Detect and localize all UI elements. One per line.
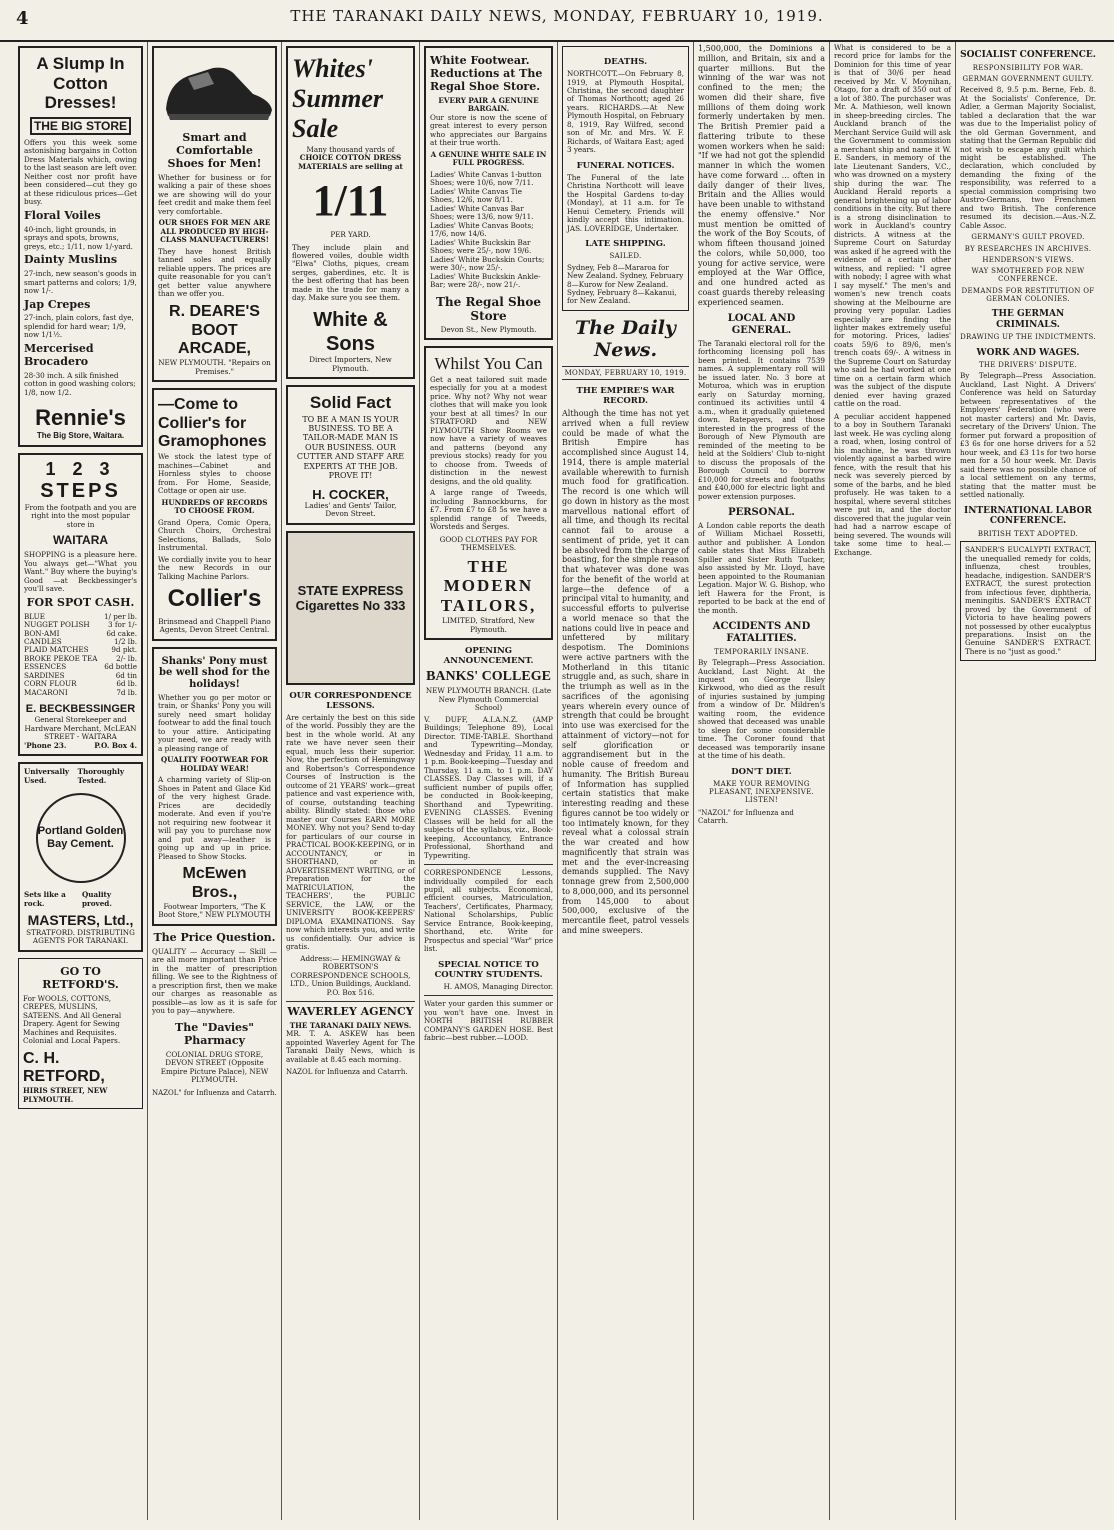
- good-clothes: GOOD CLOTHES PAY FOR THEMSELVES.: [439, 534, 538, 553]
- colliers-sub: Brinsmead and Chappell Piano Agents, Devon Street Central.: [158, 616, 271, 635]
- tdn-title: THE TARANAKI DAILY NEWS.: [289, 1020, 412, 1030]
- regal-name: The Regal Shoe Store: [435, 294, 541, 323]
- opening-announcement: OPENING ANNOUNCEMENT.: [443, 646, 534, 667]
- local-general-heading: LOCAL AND GENERAL.: [727, 313, 796, 337]
- universally-used: Universally Used.: [24, 767, 70, 785]
- banks-college: BANKS' COLLEGE: [426, 669, 551, 685]
- price-row: MACARONI 7d lb.: [24, 687, 137, 697]
- funeral-body: The Funeral of the late Christina Northcott will leave the Hospital Gardens to-day (Monday), at 11 a.m. for Te Henui Cemetery. Friends will kindly accept this intimation. JAS. LOVERIDGE, Undertaker.: [567, 172, 684, 233]
- nazol-footer: NAZOL for Influenza and Catarrh.: [286, 1068, 408, 1077]
- regal-item: Ladies' White Buckskin Bar Shoes; were 25/-, now 19/6.: [430, 237, 532, 256]
- personal-heading: PERSONAL.: [728, 507, 795, 519]
- regal-item: Ladies' White Buckskin Ankle-Bar; were 28/-, now 21/-.: [430, 271, 541, 290]
- special-notice: SPECIAL NOTICE TO COUNTRY STUDENTS.: [434, 959, 543, 980]
- modern-sub: LIMITED, Stratford, New Plymouth.: [442, 616, 535, 634]
- drivers-body: By Telegraph—Press Association. Auckland, Last Night. A Drivers' Conference was held on Saturday between representatives of the Employers' Federation (who were not master carters) and Mr. Davis, secretary of the Drivers' Union. The former put forward a proposition of £3 6s for one horse drivers for a 52 hour week, and £3 11s for two horse men for a 50 hour week. Mr. Davis said there was no possible chance of a local settlement on any terms, stating that the matter must be settled nationally.: [960, 371, 1096, 500]
- banks-sub: NEW PLYMOUTH BRANCH. (Late New Plymouth Commercial School): [425, 686, 552, 713]
- sets-like-rock: Sets like a rock.: [24, 890, 66, 908]
- price-row: CORN FLOUR 6d lb.: [24, 679, 137, 689]
- davies-pharmacy: The "Davies" Pharmacy: [175, 1020, 254, 1047]
- deare-sub: NEW PLYMOUTH. "Repairs on Premises.": [158, 358, 271, 376]
- masters-cement-ad: [18, 762, 143, 951]
- state-express-ad: [286, 531, 415, 685]
- big-store-logo: THE BIG STORE: [30, 117, 131, 135]
- proved-heading: GERMANY'S GUILT PROVED.: [971, 233, 1085, 242]
- retford-title: GO TO RETFORD'S.: [42, 964, 119, 991]
- price-list: [24, 613, 137, 698]
- rennie-sub: The Big Store, Waitara.: [36, 431, 125, 441]
- retford-ad: [18, 958, 143, 1110]
- spot-cash: FOR SPOT CASH.: [26, 595, 135, 609]
- big-store-intro: Offers you this week some astonishing bargains in Cotton Dress Materials which, owing to the last season are left over. Neither cost nor profit have been considered—cut they go at these ridiculous prices—Get busy.: [24, 137, 137, 207]
- drivers-heading: THE DRIVERS' DISPUTE.: [978, 361, 1078, 370]
- whites-body: Many thousand yards of: [306, 144, 395, 154]
- make-removing: MAKE YOUR REMOVING PLEASANT, INEXPENSIVE. LISTEN!: [708, 779, 815, 805]
- regal-item: Ladies' White Canvas Tie Shoes, 12/6, now 8/11.: [430, 186, 522, 205]
- masthead-bar: [0, 0, 1114, 42]
- sailed-body: Sydney, Feb 8—Mararoa for New Zealand. Sydney, February 8—Kurow for New Zealand. Sydney, February 8—Kakanui, for New Zealand.: [567, 262, 684, 306]
- smothered-heading: WAY SMOTHERED FOR NEW CONFERENCE.: [971, 267, 1085, 284]
- editorial-title: THE EMPIRE'S WAR RECORD.: [576, 386, 675, 407]
- mcewen-ad: [152, 647, 277, 926]
- shanks-headline: Shanks' Pony must be well shod for the holidays!: [159, 655, 270, 691]
- price-row: NUGGET POLISH 3 for 1/-: [24, 620, 137, 630]
- beck-contact: 'Phone 23. P.O. Box 4.: [24, 740, 137, 750]
- mcewen-name: McEwen Bros.,: [182, 865, 247, 901]
- banks-body: V. DUFF, A.I.A.N.Z. (AMP Buildings; Telephone 89), Local Director. TIME-TABLE. Shorthand and Typewriting—Monday, Wednesday and Friday, 11 a.m. to 1 p.m. Book-keeping—Tuesday and Thursday, 11 a.m. to 1 p.m. DAY CLASSES. Day Classes will, if a sufficient number of pupils offer, be conducted in Book-keeping, Shorthand and Typewriting. EVENING CLASSES. Evening Classes will be held for all the subjects of the syllabus, viz., Book-keeping, Accountancy, Entrance Professional, Shorthand and Typewriting.: [424, 714, 553, 860]
- regal-body: Our store is now the scene of great interest to every person who appreciates our Bargains at their true worth.: [430, 112, 547, 148]
- portland-cement-seal: Portland Golden Bay Cement.: [36, 793, 126, 883]
- regal-sale: A GENUINE WHITE SALE IN FULL PROGRESS.: [430, 149, 547, 168]
- editorial-date: MONDAY, FEBRUARY 10, 1919.: [562, 366, 689, 380]
- cocker-name: H. COCKER,: [312, 486, 389, 502]
- shoe-body-2: They have honest British tanned soles and equally reliable uppers. The prices are quite reasonable for you can't get better value anywhere than we offer you.: [158, 246, 271, 299]
- price-row: BROKE PEKOE TEA 2/- lb.: [24, 653, 137, 663]
- deare-name: R. DEARE'S BOOT ARCADE,: [169, 302, 260, 358]
- steps-numbers: 1 2 3: [45, 458, 116, 479]
- archives-heading: BY RESEARCHES IN ARCHIVES.: [964, 244, 1092, 253]
- whilst-body-2: A large range of Tweeds, including Bannockburns, for £7. From £7 to £8 5s we have a splendid range of Tweeds, Worsteds and Serges.: [430, 488, 547, 532]
- quality-body: A charming variety of Slip-on Shoes in Patent and Glace Kid of the very highest Grade. Prices are decidedly moderate. And even if you're not requiring new footwear it will pay you to purchase now and put away—leather is going up and up in price. Pleased to Show Stocks.: [158, 775, 271, 861]
- shanks-body: Whether you go per motor or train, or Shanks' Pony you will surely need smart holiday footwear to add the final touch to your attire. Anticipating your need, we are ready with a pleasing range of: [158, 692, 271, 753]
- price-question-body: QUALITY — Accuracy — Skill — are all more important than Price in the matter of prescription filling. We see to the Rightness of a prescription first, then we make our charges as reasonable as possible—as low as it is safe for you to pay—anywhere.: [152, 946, 277, 1016]
- beck-sub: General Storekeeper and Hardware Merchant, McLEAN STREET - WAITARA: [24, 715, 137, 742]
- shoe-illustration: [158, 54, 271, 128]
- ocl-title: OUR CORRESPONDENCE LESSONS.: [289, 690, 412, 711]
- editorial-continued: 1,500,000, the Dominions a million, and Britain, six and a quarter millions. But the winning of the war was not confined to the men; the women did their share, five millions of them doing work formerly undertaken by men. The British Premier paid a flattering tribute to these women workers when he said: "If we had not got the splendid manner in which the women have come forward ... often in daily danger of their lives, Britain and the Allies would have been unable to withstand the enemy offensive." Nor must mention be omitted of the work of the Boy Scouts, of whom fifteen thousand joined the colors, while 50,000, too young for active service, were employed at the War Office, and one hundred acted as coast guards thereby releasing experienced seamen.: [698, 44, 825, 307]
- retford-body: For WOOLS, COTTONS, CREPES, MUSLINS, SATEENS. And All General Drapery. Agent for Sewing Machines and Requisites. Colonial and Local Papers.: [23, 993, 122, 1046]
- ilc-heading: INTERNATIONAL LABOR CONFERENCE.: [963, 505, 1092, 527]
- correspondence-body: CORRESPONDENCE Lessons, individually compiled for each pupil, all subjects. Economical, efficient courses, Matriculation, Teachers', Certificates, Pharmacy, National Scholarships, Public Service Entrance, Book-keeping, Shorthand, etc. Write for Prospectus and special "War" price list.: [424, 868, 553, 954]
- item-2: Jap Crepes 27-inch, plain colors, fast dye, splendid for hard wear; 1/9, now 1/1½.: [24, 297, 134, 340]
- modern-name: THE MODERN TAILORS,: [440, 556, 537, 615]
- newspaper-header-title: THE TARANAKI DAILY NEWS, MONDAY, FEBRUARY 10, 1919.: [290, 7, 824, 25]
- column-4: [420, 42, 558, 1520]
- davies-sub: COLONIAL DRUG STORE, DEVON STREET (Opposite Empire Picture Palace), NEW PLYMOUTH.: [160, 1049, 269, 1085]
- records-invite: We cordially invite you to hear the new Records in our Talking Machine Parlors.: [158, 554, 271, 581]
- regal-item: Ladies' White Buckskin Courts; were 30/-, now 25/-.: [430, 254, 545, 273]
- shoe-icon: [158, 54, 278, 128]
- whites-per: PER YARD.: [330, 230, 371, 240]
- page-number: 4: [16, 8, 29, 29]
- whilst-title: Whilst You Can: [434, 354, 543, 374]
- regal-item: Ladies' White Canvas 1-button Shoes; were 10/6, now 7/11.: [430, 169, 542, 188]
- guilty-heading: GERMAN GOVERNMENT GUILTY.: [962, 74, 1094, 83]
- records-body: Grand Opera, Comic Opera, Church Choirs, Orchestral Selections, Ballads, Solo Instrumental.: [158, 517, 271, 553]
- colliers-logo: Collier's: [167, 585, 262, 613]
- insane-heading: TEMPORARILY INSANE.: [714, 647, 809, 656]
- thoroughly-tested: Thoroughly Tested.: [77, 767, 125, 785]
- steps-title: STEPS: [40, 479, 121, 502]
- column-2: [148, 42, 282, 1520]
- regal-headline: White Footwear. Reductions at The Regal Shoe Store.: [430, 54, 543, 93]
- quality-footwear: QUALITY FOOTWEAR FOR HOLIDAY WEAR!: [160, 755, 269, 773]
- regal-caps: EVERY PAIR A GENUINE BARGAIN.: [438, 95, 539, 114]
- price-row: CANDLES 1/2 lb.: [24, 637, 137, 646]
- tdn-body: MR. T. A. ASKEW has been appointed Waverley Agent for The Taranaki Daily News, which is available at 8.45 each morning.: [286, 1029, 415, 1064]
- rennie-logo: Rennie's: [35, 405, 126, 431]
- notices-box: [562, 46, 689, 311]
- work-wages-heading: WORK AND WAGES.: [976, 347, 1080, 358]
- white-sons-logo: White & Sons: [313, 308, 388, 355]
- regal-item: Ladies' White Canvas Boots; 17/6, now 14/6.: [430, 220, 534, 239]
- column-7: [830, 42, 956, 1520]
- price-row: BLUE 1/ per lb.: [24, 611, 137, 621]
- local-notes-2: A peculiar accident happened to a boy in Southern Taranaki last week. He was cycling along a road, when, losing control of his machine, he was thrown violently against a barbed wire fence, with the result that his neck was severely pierced by some of the barbs, and he bled profusely. He was taken to a hospital, where several stitches were put in, and the doctor discovered that the jugular vein had had a narrow escape of being severed. The wounds will take some time to heal.—Exchange.: [834, 411, 951, 557]
- funeral-heading: FUNERAL NOTICES.: [576, 160, 675, 171]
- regal-sub: Devon St., New Plymouth.: [440, 324, 537, 334]
- shoe-body: Whether for business or for walking a pair of these shoes we are showing will do your feet credit and make them feel very comfortable.: [158, 172, 271, 216]
- gramophone-body: We stock the latest type of machines—Cabinet and Hornless styles to choose from. For Home, Seaside, Cottage or open air use.: [158, 452, 271, 496]
- cocker-sub: Ladies' and Gents' Tailor, Devon Street.: [304, 501, 397, 519]
- responsibility-heading: RESPONSIBILITY FOR WAR.: [972, 63, 1084, 72]
- shoe-headline: Smart and Comfortable Shoes for Men!: [167, 131, 262, 170]
- sanders-body: SANDER'S EUCALYPTI EXTRACT, the unequalled remedy for colds, influenza, chest troubles, headache, indigestion. SANDER'S EXTRACT, the surest protection from infectious fever, diphtheria, meningitis. SANDER'S EXTRACT proved by the Government of Victoria to have healing powers not possessed by other eucalyptus preparations. Insist on the Genuine SANDER'S EXTRACT. There is no "just as good.": [965, 545, 1091, 656]
- indictments-heading: DRAWING UP THE INDICTMENTS.: [960, 333, 1096, 342]
- price-row: PLAID MATCHES 9d pkt.: [24, 645, 137, 655]
- henderson-heading: HENDERSON'S VIEWS.: [982, 255, 1074, 264]
- column-6: [694, 42, 830, 1520]
- whites-sale-ad: [286, 46, 415, 379]
- ocl-body: Are certainly the best on this side of the world. Possibly they are the best in the whole world. At any rate we have never seen their equal, much less their superior. Now, the perfection of Hemingway and Robertson's Correspondence Courses of Instruction is the outcome of 21 YEARS' work—great patience and vast experience with, of course, outstanding teaching ability. Blindly stated: those who master our Courses EARN MORE MONEY. Why not you? Send to-day for particulars of our course in PRACTICAL BOOK-KEEPING, or in ACCOUNTANCY, or in SHORTHAND, or in ADVERTISEMENT WRITING, or of Preparation for the MATRICULATION, the TEACHERS', the PUBLIC SERVICE, the LAW, or the UNIVERSITY BOOK-KEEPERS' DIPLOMA EXAMINATIONS. Say now which interests you, and write us confidentially. Our advice is gratis.: [286, 713, 415, 952]
- cocker-ad: [286, 385, 415, 525]
- local-general-body: The Taranaki electoral roll for the forthcoming licensing poll has been printed. It contains 7539 names. A supplementary roll will be issued later. No. 3 bore at Moturoa, which was in eruption early on Saturday morning, continued its activities until 4 a.m., when it gradually quietened down. Ratepayers, and those interested in the progress of the Borough of New Plymouth are reminded of the meeting to be held at the Soldiers' Club to-night to discuss the proposals of the Borough Council to borrow £10,000 for streets and footpaths and £40,000 for electric light and power extension purposes.: [698, 338, 825, 501]
- socialist-body: Received 8, 9.5 p.m. Berne, Feb. 8. At the Socialists' Conference, Dr. Adler, a German Majority Socialist, tabled a declaration that the war was due to the Imperialist policy of the old German Government, and stating that the German Republic did not wish to escape any guilt which might be established. The declaration, which concluded by demanding the fixing of the responsibility, was referred to a special commission comprising two Austro-Germans, two Frenchmen and two British. The conference resumed its decision.—Aus.-N.Z. Cable Assoc.: [960, 85, 1096, 230]
- whites-title: Whites' Summer Sale: [292, 54, 384, 143]
- insane-body: By Telegraph—Press Association. Auckland, Last Night. At the inquest on George Ilsley Kirkwood, who died as the result of injuries sustained by jumping from a window of Dr. Mildren's waiting room, the evidence showed that deceased was unable to sleep for some considerable time. The Coroner found that deceased was temporarily insane at the time of his death.: [698, 658, 825, 761]
- price-row: ESSENCES 6d bottle: [24, 662, 137, 672]
- criminals-heading: THE GERMAN CRIMINALS.: [991, 309, 1065, 330]
- accidents-heading: ACCIDENTS AND FATALITIES.: [712, 621, 811, 644]
- records-caps: HUNDREDS OF RECORDS TO CHOOSE FROM.: [161, 497, 268, 516]
- nazol-footer: "NAZOL" for Influenza and Catarrh.: [698, 808, 794, 825]
- big-store-ad: [18, 46, 143, 447]
- column-3: [282, 42, 420, 1520]
- masters-name: MASTERS, Ltd.,: [27, 912, 134, 929]
- daily-news-masthead: The Daily News.: [575, 316, 676, 362]
- price-question-title: The Price Question.: [153, 930, 276, 944]
- state-express-label: STATE EXPRESS Cigarettes No 333: [295, 582, 406, 614]
- whites-caps: CHOICE COTTON DRESS MATERIALS are selling at: [298, 153, 403, 171]
- whilst-body: Get a neat tailored suit made especially for you at a modest price. Why not? Why not wear clothes that will make you look your best at all times? In our STRATFORD and NEW PLYMOUTH Show Rooms we now have a variety of weaves and patterns (beyond any previous stocks) ready for you to choose from. Tweeds of distinction in the newest designs, and the old quality.: [430, 374, 547, 486]
- price-question-ad: [152, 932, 277, 1097]
- retford-name: C. H. RETFORD,: [23, 1049, 105, 1086]
- amos-signature: H. AMOS, Managing Director.: [443, 981, 553, 991]
- price-row: SARDINES 6d tin: [24, 670, 137, 680]
- local-notes: What is considered to be a record price for lambs for the Dominion for this time of year is that of 30/6 per head received by Mr. V. Moynihan, Otago, for a draft of 350 out of a lot of 380. The purchaser was Mr. A. Mathieson, well known in sheep-breeding circles. The Auckland branch of the Merchant Service Guild will ask the Government to commission a merchant ship and name it W. E. Sanders, in memory of the late Lieutenant Sanders, V.C., who was drowned on a mystery ship during the war. The Auckland Herald reports a general brightening up of labor conditions in the city. But there is a strong disinclination to work in Auckland's country districts. A witness at the Supreme Court on Saturday was asked if he agreed with the evidence of a certain other witness, and replied: "I agree with nobody; I agree with what I say myself." The men's and women's new trench coats showing at the Melbourne are proving very popular. Ladies especially are finding the lighter makes extremely useful for motoring. Prices, ladies' coats 59/6 to 89/6, men's trench coats 69/-. A witness in the Supreme Court on Saturday who said he had worked at one time on a certain farm which was the subject of the dispute denied ever having grazed cattle on the road.: [834, 43, 951, 409]
- solid-body: TO BE A MAN IS YOUR BUSINESS. TO BE A TAILOR-MADE MAN IS OUR BUSINESS. OUR CUTTER AND STAFF ARE EXPERTS AT THE JOB. PROVE IT!: [296, 414, 405, 481]
- price-row: BON-AMI 6d cake.: [24, 628, 137, 638]
- column-1: [14, 42, 148, 1520]
- mcewen-sub: Footwear Importers, "The K Boot Store," NEW PLYMOUTH: [158, 901, 271, 920]
- modern-tailors-ad: [424, 346, 553, 640]
- sanders-ad: [960, 541, 1096, 661]
- dont-diet: DON'T DIET.: [731, 766, 792, 777]
- steps-body: From the footpath and you are right into the most popular store in: [24, 502, 137, 529]
- shopping-text: SHOPPING is a pleasure here. You always get—"What you Want." Buy where the buying's Good —at Beckbessinger's you'll save.: [24, 550, 137, 594]
- personal-body: A London cable reports the death of William Michael Rossetti, author and publisher. A London cable states that Miss Elizabeth Spiller and Sister Ruth Tucker, also assisted by Mr. Lloyd, have been appointed to the Roumanian Legation. Major W. G. Bishop, who left Hawera for the Front, is reported to be back at the end of the month.: [698, 520, 825, 615]
- colliers-ad: [152, 388, 277, 640]
- ocl-address: Address:— HEMINGWAY & ROBERTSON'S CORRESPONDENCE SCHOOLS, LTD., Union Buildings, Auckland. P.O. Box 516.: [290, 953, 411, 997]
- deaths-body: NORTHCOTT.—On February 8, 1919, at Plymouth Hospital, Christina, the second daughter of Thomas Northcott; aged 26 years. RICHARDS.—At New Plymouth Hospital, on February 8, 1919, Ray Wilfred, second son of Mr. and Mrs. W. F. Richards, of Waitara East; aged 3 years.: [567, 69, 684, 155]
- retford-address: HIRIS STREET, NEW PLYMOUTH.: [23, 1086, 108, 1104]
- beck-name: E. BECKBESSINGER: [25, 703, 136, 716]
- demands-heading: DEMANDS FOR RESTITUTION OF GERMAN COLONIES.: [961, 286, 1095, 303]
- sailed-heading: SAILED.: [609, 252, 642, 261]
- item-3: Mercerised Brocadero 28-30 inch. A silk finished cotton in good washing colors; 1/8, now 1/2.: [24, 341, 136, 397]
- column-5: [558, 42, 694, 1520]
- regal-item: Ladies' White Canvas Bar Shoes; were 13/6, now 9/11.: [430, 203, 534, 222]
- nazol-footer: NAZOL" for Influenza and Catarrh.: [152, 1088, 277, 1097]
- whites-price: 1/11: [312, 176, 389, 226]
- item-0: Floral Voiles 40-inch, light grounds, in sprays and spots, browns, greys, etc.; 1/11, now 1/-yard.: [24, 208, 133, 251]
- white-sons-sub: Direct Importers, New Plymouth.: [309, 355, 392, 373]
- late-shipping: LATE SHIPPING.: [585, 239, 666, 250]
- correspondence-ad: [286, 691, 415, 997]
- column-8: [956, 42, 1100, 1520]
- socialist-heading: SOCIALIST CONFERENCE.: [960, 50, 1096, 60]
- whites-body-2: They include plain and flowered voiles, double width "Elwa" Cloths, piques, cream serges, gaberdines, etc. It is the best offering that has been made in the trade for many a day. Make sure you see them.: [292, 242, 409, 303]
- editorial-body: Although the time has not yet arrived when a full review could be made of what the British Empire has accomplished since August 14, 1914, there is ample material available wherewith to furnish much food for gratification. The record is one which will go down in history as the most marvellous national effort of all time, and though its recital cannot fail to arouse a sentiment of pride, yet it can be absolved from the charge of boasting, for the simple reason that whatever was done was for the benefit of the world at large—the defence of a principal vital to humanity, and successful efforts to pulverise a world menace so that the nations could live in peace and unfettered by military despotism. The Dominions were active partners with the Motherland in this titanic struggle and, as such, share in the triumph as well as in the sacrifices of the agonising years wherein every ounce of strength that could be brought into use was exercised for the attainment of victory—not for self glorification or aggrandisement but in the noble cause of freedom and humanity. The British Bureau of Information has supplied certain statistics that make interesting reading and these figures cannot be too widely or too intimately known, for they reveal what a colossal strain the war created and how magnificently that strain was met and the ever-increasing demands supplied. The Navy tonnage grew from 2,500,000 to 8,000,000, and its personnel from 145,000 to about 500,000, exclusive of the mercantile fleet, patrol vessels and mine sweepers.: [562, 409, 689, 935]
- gramophone-headline: —Come to Collier's for Gramophones: [158, 396, 267, 451]
- beckbessinger-ad: [18, 453, 143, 757]
- regal-shoe-ad: [424, 46, 553, 340]
- solid-fact: Solid Fact: [309, 393, 392, 413]
- deare-boot-ad: [152, 46, 277, 382]
- masters-sub: STRATFORD. DISTRIBUTING AGENTS FOR TARANAKI.: [26, 927, 135, 946]
- item-1: Dainty Muslins 27-inch, new season's goods in smart patterns and colors; 1/9, now 1/-.: [24, 253, 137, 296]
- deaths-heading: DEATHS.: [603, 57, 648, 67]
- waverley-agency: WAVERLEY AGENCY: [287, 1004, 414, 1018]
- quality-proved: Quality proved.: [81, 890, 112, 908]
- slump-title: A Slump In Cotton Dresses!: [36, 54, 125, 113]
- waitara: WAITARA: [52, 533, 109, 547]
- british-text-heading: BRITISH TEXT ADOPTED.: [977, 529, 1079, 538]
- shoe-caps: OUR SHOES FOR MEN ARE ALL PRODUCED BY HIGH-CLASS MANUFACTURERS!: [158, 218, 271, 245]
- garden-hose-ad: Water your garden this summer or you won't have one. Invest in NORTH BRITISH RUBBER COMPANY'S GARDEN HOSE. Best fabric—best rubber.—LOOD.: [424, 999, 553, 1043]
